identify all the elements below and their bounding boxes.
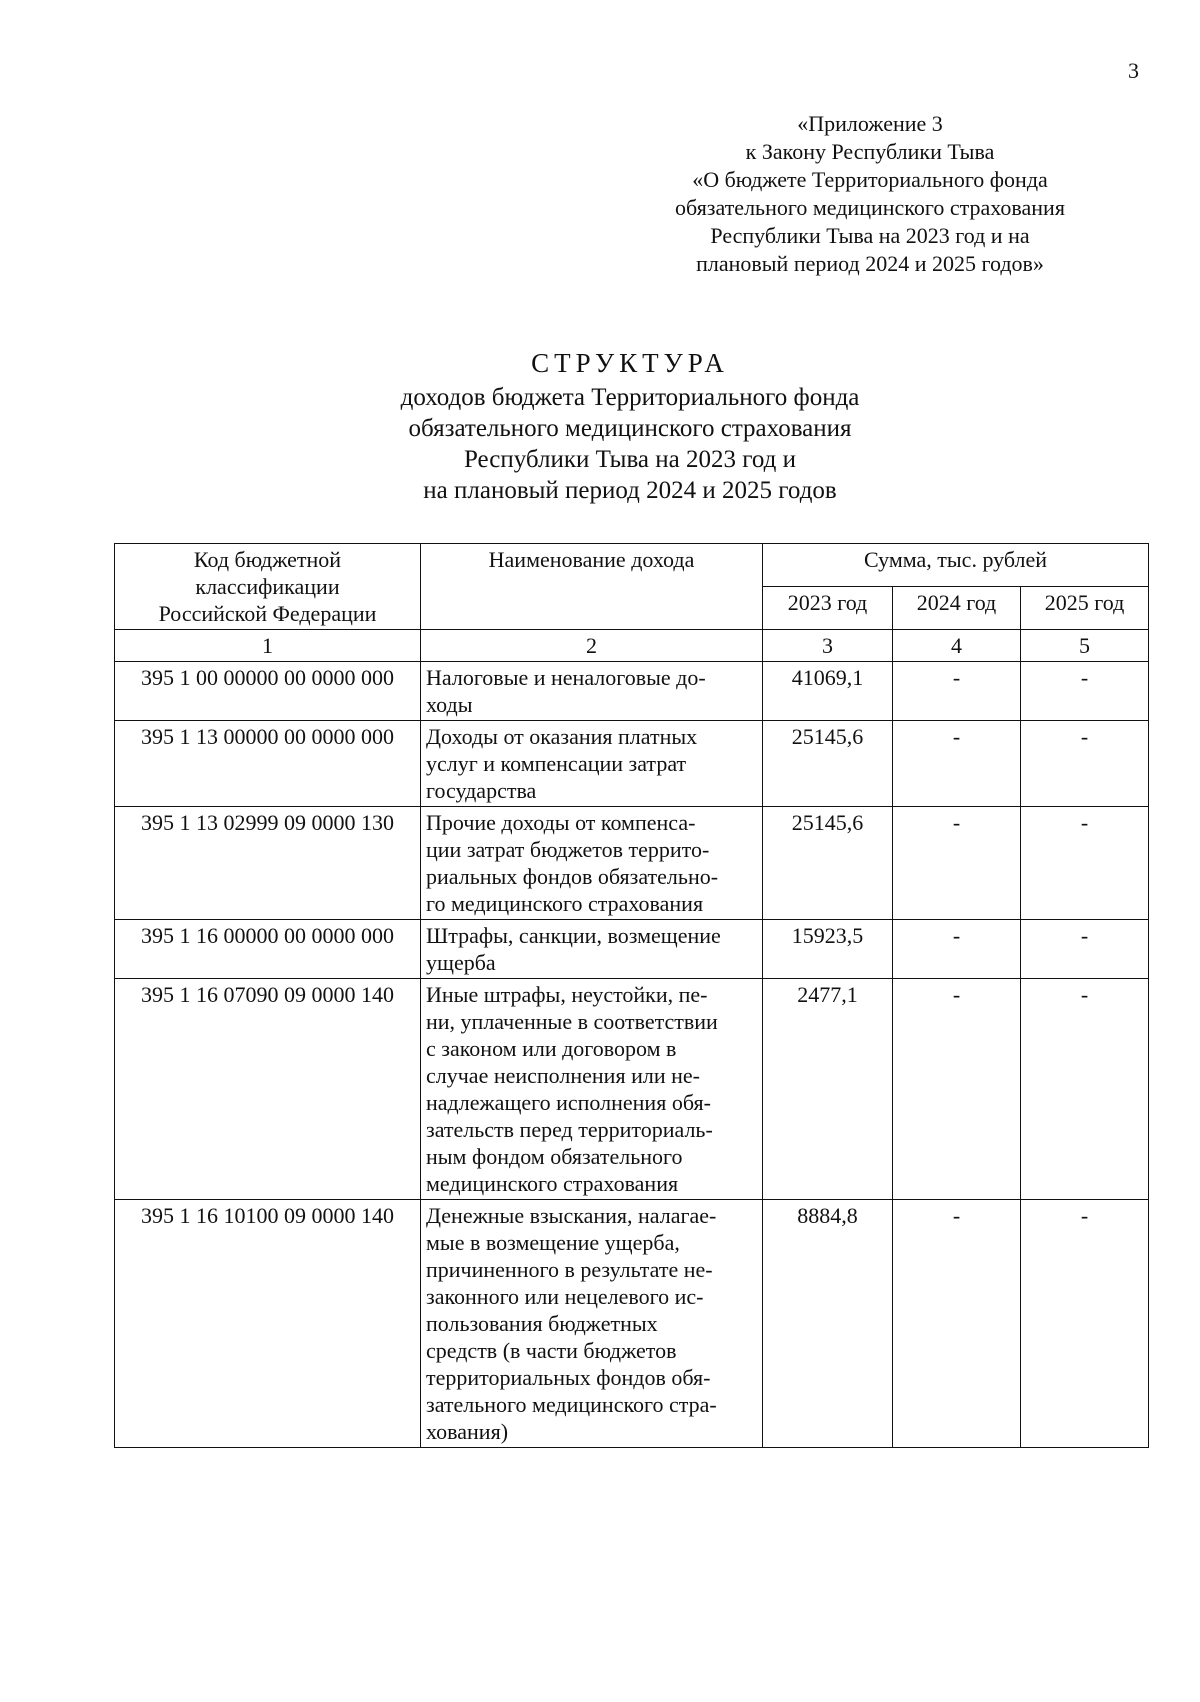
income-name-line: с законом или договором в xyxy=(426,1036,677,1061)
income-name-line: Штрафы, санкции, возмещение xyxy=(426,923,721,948)
amount-y2023-cell: 25145,6 xyxy=(763,721,893,807)
income-name-line: законного или нецелевого ис- xyxy=(426,1284,704,1309)
column-number: 3 xyxy=(763,630,893,662)
title-main: СТРУКТУРА xyxy=(531,348,729,378)
title-line: доходов бюджета Территориального фонда xyxy=(400,384,860,411)
amount-y2023-cell: 2477,1 xyxy=(763,979,893,1200)
income-table xyxy=(114,543,1149,1448)
header-code-line: Код бюджетной xyxy=(193,547,342,572)
amount-y2023-cell: 41069,1 xyxy=(763,662,893,721)
income-name-line: государства xyxy=(426,778,537,803)
appendix-line: плановый период 2024 и 2025 годов» xyxy=(696,251,1044,276)
income-name-cell xyxy=(421,807,763,920)
income-name-line: го медицинского страхования xyxy=(426,891,704,916)
income-name-line: надлежащего исполнения обя- xyxy=(426,1090,711,1115)
header-year-2025: 2025 год xyxy=(1021,587,1149,630)
column-number: 4 xyxy=(893,630,1021,662)
page-number: 3 xyxy=(1128,58,1139,83)
income-name-line: Прочие доходы от компенса- xyxy=(426,810,696,835)
amount-y2024-cell: - xyxy=(893,1200,1021,1448)
amount-y2024-cell: - xyxy=(893,807,1021,920)
header-name: Наименование дохода xyxy=(421,544,763,630)
title-line: обязательного медицинского страхования xyxy=(408,415,852,442)
income-name-line: средств (в части бюджетов xyxy=(426,1338,677,1363)
amount-y2025-cell: - xyxy=(1021,662,1149,721)
income-name-line: хования) xyxy=(426,1419,509,1444)
amount-y2024-cell: - xyxy=(893,662,1021,721)
income-name-cell xyxy=(421,979,763,1200)
table-row xyxy=(115,920,1149,979)
income-name-line: ным фондом обязательного xyxy=(426,1144,683,1169)
table-header-row xyxy=(115,544,1149,587)
amount-y2023-cell: 8884,8 xyxy=(763,1200,893,1448)
amount-y2023-cell: 25145,6 xyxy=(763,807,893,920)
column-number: 1 xyxy=(115,630,421,662)
appendix-line: к Закону Республики Тыва xyxy=(745,139,995,164)
income-name-line: Налоговые и неналоговые до- xyxy=(426,665,706,690)
amount-y2025-cell: - xyxy=(1021,920,1149,979)
income-name-cell xyxy=(421,662,763,721)
appendix-line: «Приложение 3 xyxy=(797,111,943,136)
appendix-line: обязательного медицинского страхования xyxy=(675,195,1065,220)
title-line: Республики Тыва на 2023 год и xyxy=(463,446,797,473)
income-name-line: ни, уплаченные в соответствии xyxy=(426,1009,718,1034)
column-number: 5 xyxy=(1021,630,1149,662)
budget-code-cell: 395 1 16 10100 09 0000 140 xyxy=(115,1200,421,1448)
appendix-line: «О бюджете Территориального фонда xyxy=(692,167,1048,192)
income-name-line: услуг и компенсации затрат xyxy=(426,751,687,776)
budget-code-cell: 395 1 16 00000 00 0000 000 xyxy=(115,920,421,979)
column-number-row xyxy=(115,630,1149,662)
amount-y2025-cell: - xyxy=(1021,807,1149,920)
amount-y2025-cell: - xyxy=(1021,1200,1149,1448)
table-row xyxy=(115,979,1149,1200)
income-name-line: ции затрат бюджетов террито- xyxy=(426,837,710,862)
column-number: 2 xyxy=(421,630,763,662)
amount-y2024-cell: - xyxy=(893,979,1021,1200)
income-name-line: мые в возмещение ущерба, xyxy=(426,1230,680,1255)
amount-y2024-cell: - xyxy=(893,920,1021,979)
header-code-line: классификации xyxy=(195,574,340,599)
amount-y2023-cell: 15923,5 xyxy=(763,920,893,979)
income-name-line: зательств перед территориаль- xyxy=(426,1117,713,1142)
table-row xyxy=(115,1200,1149,1448)
header-year-2024: 2024 год xyxy=(893,587,1021,630)
income-name-line: ходы xyxy=(426,692,473,717)
header-code xyxy=(115,544,421,630)
income-name-line: пользования бюджетных xyxy=(426,1311,658,1336)
income-name-line: причиненного в результате не- xyxy=(426,1257,713,1282)
income-name-line: ущерба xyxy=(426,950,496,975)
income-name-cell xyxy=(421,920,763,979)
income-name-line: территориальных фондов обя- xyxy=(426,1365,711,1390)
table-row xyxy=(115,807,1149,920)
income-name-line: риальных фондов обязательно- xyxy=(426,864,719,889)
header-code-line: Российской Федерации xyxy=(158,601,377,626)
income-name-line: Доходы от оказания платных xyxy=(426,724,698,749)
table-row xyxy=(115,662,1149,721)
income-name-line: Денежные взыскания, налагае- xyxy=(426,1203,717,1228)
header-year-2023: 2023 год xyxy=(763,587,893,630)
document-title xyxy=(115,348,1145,506)
budget-code-cell: 395 1 16 07090 09 0000 140 xyxy=(115,979,421,1200)
appendix-line: Республики Тыва на 2023 год и на xyxy=(710,223,1030,248)
title-line: на плановый период 2024 и 2025 годов xyxy=(423,477,837,504)
appendix-header xyxy=(630,110,1110,278)
amount-y2025-cell: - xyxy=(1021,979,1149,1200)
table-row xyxy=(115,721,1149,807)
header-sum: Сумма, тыс. рублей xyxy=(763,544,1149,587)
amount-y2024-cell: - xyxy=(893,721,1021,807)
income-name-line: случае неисполнения или не- xyxy=(426,1063,700,1088)
income-name-line: зательного медицинского стра- xyxy=(426,1392,717,1417)
income-name-cell xyxy=(421,1200,763,1448)
budget-code-cell: 395 1 13 00000 00 0000 000 xyxy=(115,721,421,807)
income-name-line: медицинского страхования xyxy=(426,1171,679,1196)
income-name-line: Иные штрафы, неустойки, пе- xyxy=(426,982,708,1007)
income-name-cell xyxy=(421,721,763,807)
budget-code-cell: 395 1 00 00000 00 0000 000 xyxy=(115,662,421,721)
amount-y2025-cell: - xyxy=(1021,721,1149,807)
budget-code-cell: 395 1 13 02999 09 0000 130 xyxy=(115,807,421,920)
table-body xyxy=(115,662,1149,1448)
